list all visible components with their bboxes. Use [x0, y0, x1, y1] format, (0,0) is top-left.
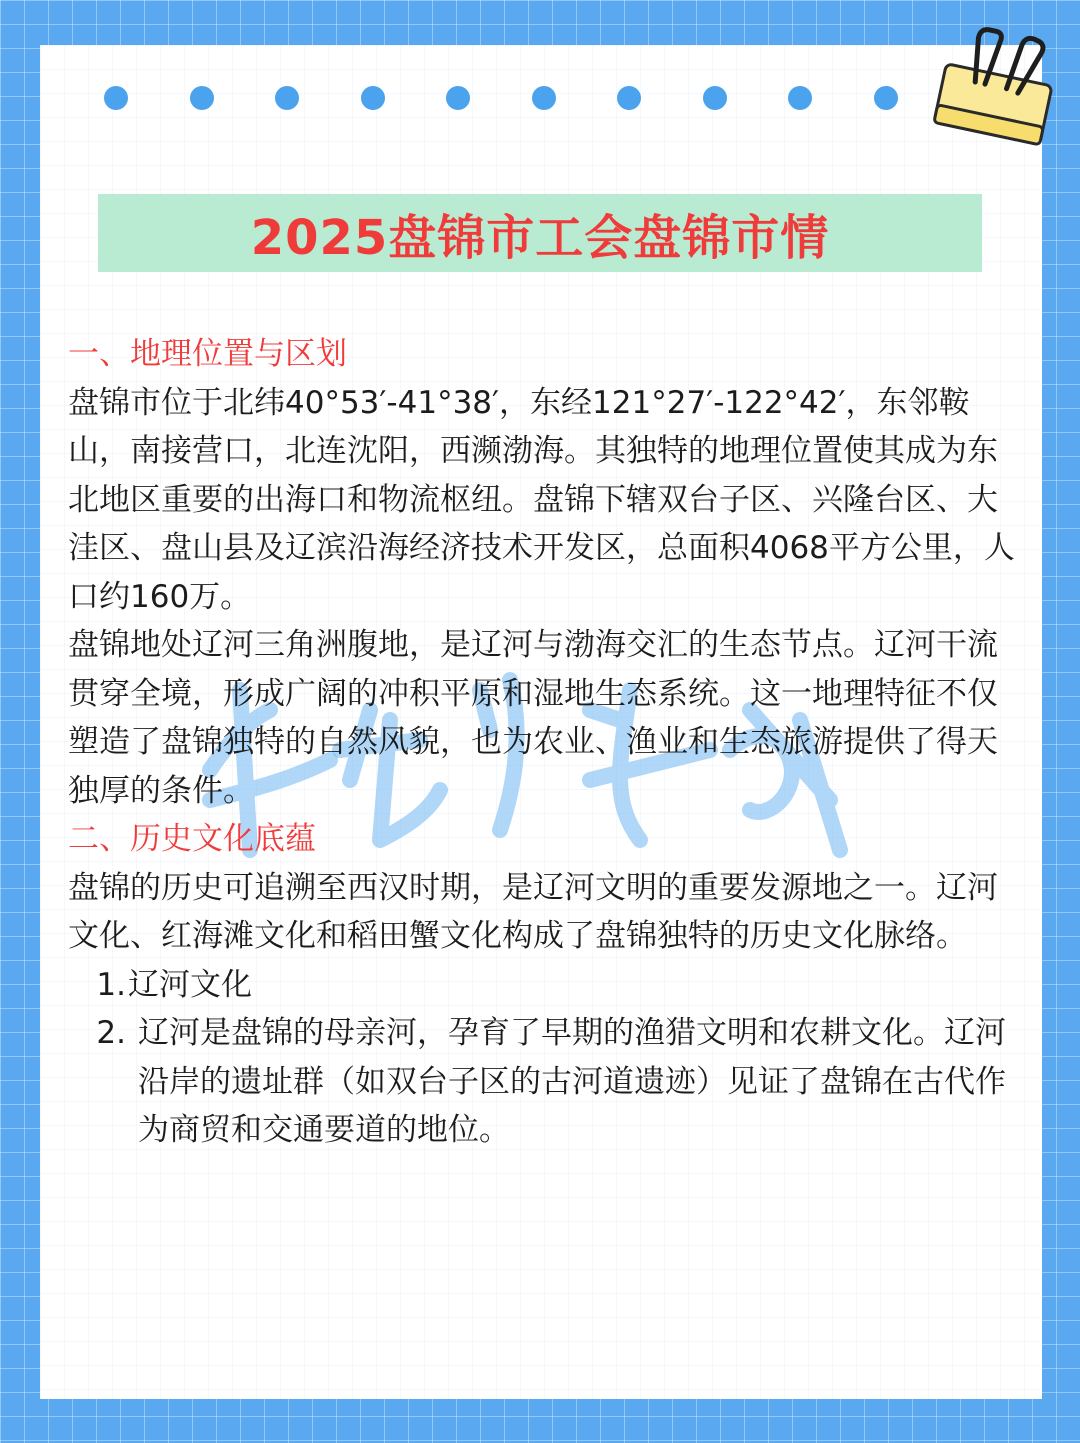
- hole-dot: [275, 86, 299, 110]
- hole-dot: [788, 86, 812, 110]
- hole-dot: [617, 86, 641, 110]
- article-body: [68, 330, 1018, 1155]
- hole-dot: [361, 86, 385, 110]
- title-banner: [98, 194, 982, 272]
- hole-dot: [874, 86, 898, 110]
- page-title: 2025盘锦市工会盘锦市情: [250, 209, 830, 266]
- hole-dot: [190, 86, 214, 110]
- section-heading: 二、历史文化底蕴: [68, 821, 316, 857]
- list-text: 辽河文化: [128, 966, 252, 1003]
- list-number: 1.: [96, 966, 126, 1003]
- hole-dot: [703, 86, 727, 110]
- paragraph: 盘锦市位于北纬40°53′-41°38′，东经121°27′-122°42′，东邻鞍山，南接营口，北连沈阳，西濒渤海。其独特的地理位置使其成为东北地区重要的出海口和物流枢纽。盘锦下辖双台子区、兴隆台区、大洼区、盘山县及辽滨沿海经济技术开发区，总面积4068平方公里，人口约160万。: [68, 384, 1015, 615]
- paragraph: 盘锦地处辽河三角洲腹地，是辽河与渤海交汇的生态节点。辽河干流贯穿全境，形成广阔的冲积平原和湿地生态系统。这一地理特征不仅塑造了盘锦独特的自然风貌，也为农业、渔业和生态旅游提供了得天独厚的条件。: [68, 627, 998, 809]
- list-text: 辽河是盘锦的母亲河，孕育了早期的渔猎文明和农耕文化。辽河沿岸的遗址群（如双台子区的古河道遗迹）见证了盘锦在古代作为商贸和交通要道的地位。: [138, 1015, 1006, 1148]
- paragraph: 盘锦的历史可追溯至西汉时期，是辽河文明的重要发源地之一。辽河文化、红海滩文化和稻田蟹文化构成了盘锦独特的历史文化脉络。: [68, 869, 998, 954]
- numbered-list: [68, 961, 1018, 1155]
- binder-clip-icon: [925, 24, 1060, 149]
- list-number: 2.: [96, 1015, 126, 1051]
- section-heading: 一、地理位置与区划: [68, 336, 347, 372]
- list-item: [68, 961, 1018, 1010]
- hole-dot: [446, 86, 470, 110]
- hole-dot: [532, 86, 556, 110]
- list-item: [68, 1009, 1018, 1155]
- binder-holes: [0, 0, 1080, 140]
- hole-dot: [104, 86, 128, 110]
